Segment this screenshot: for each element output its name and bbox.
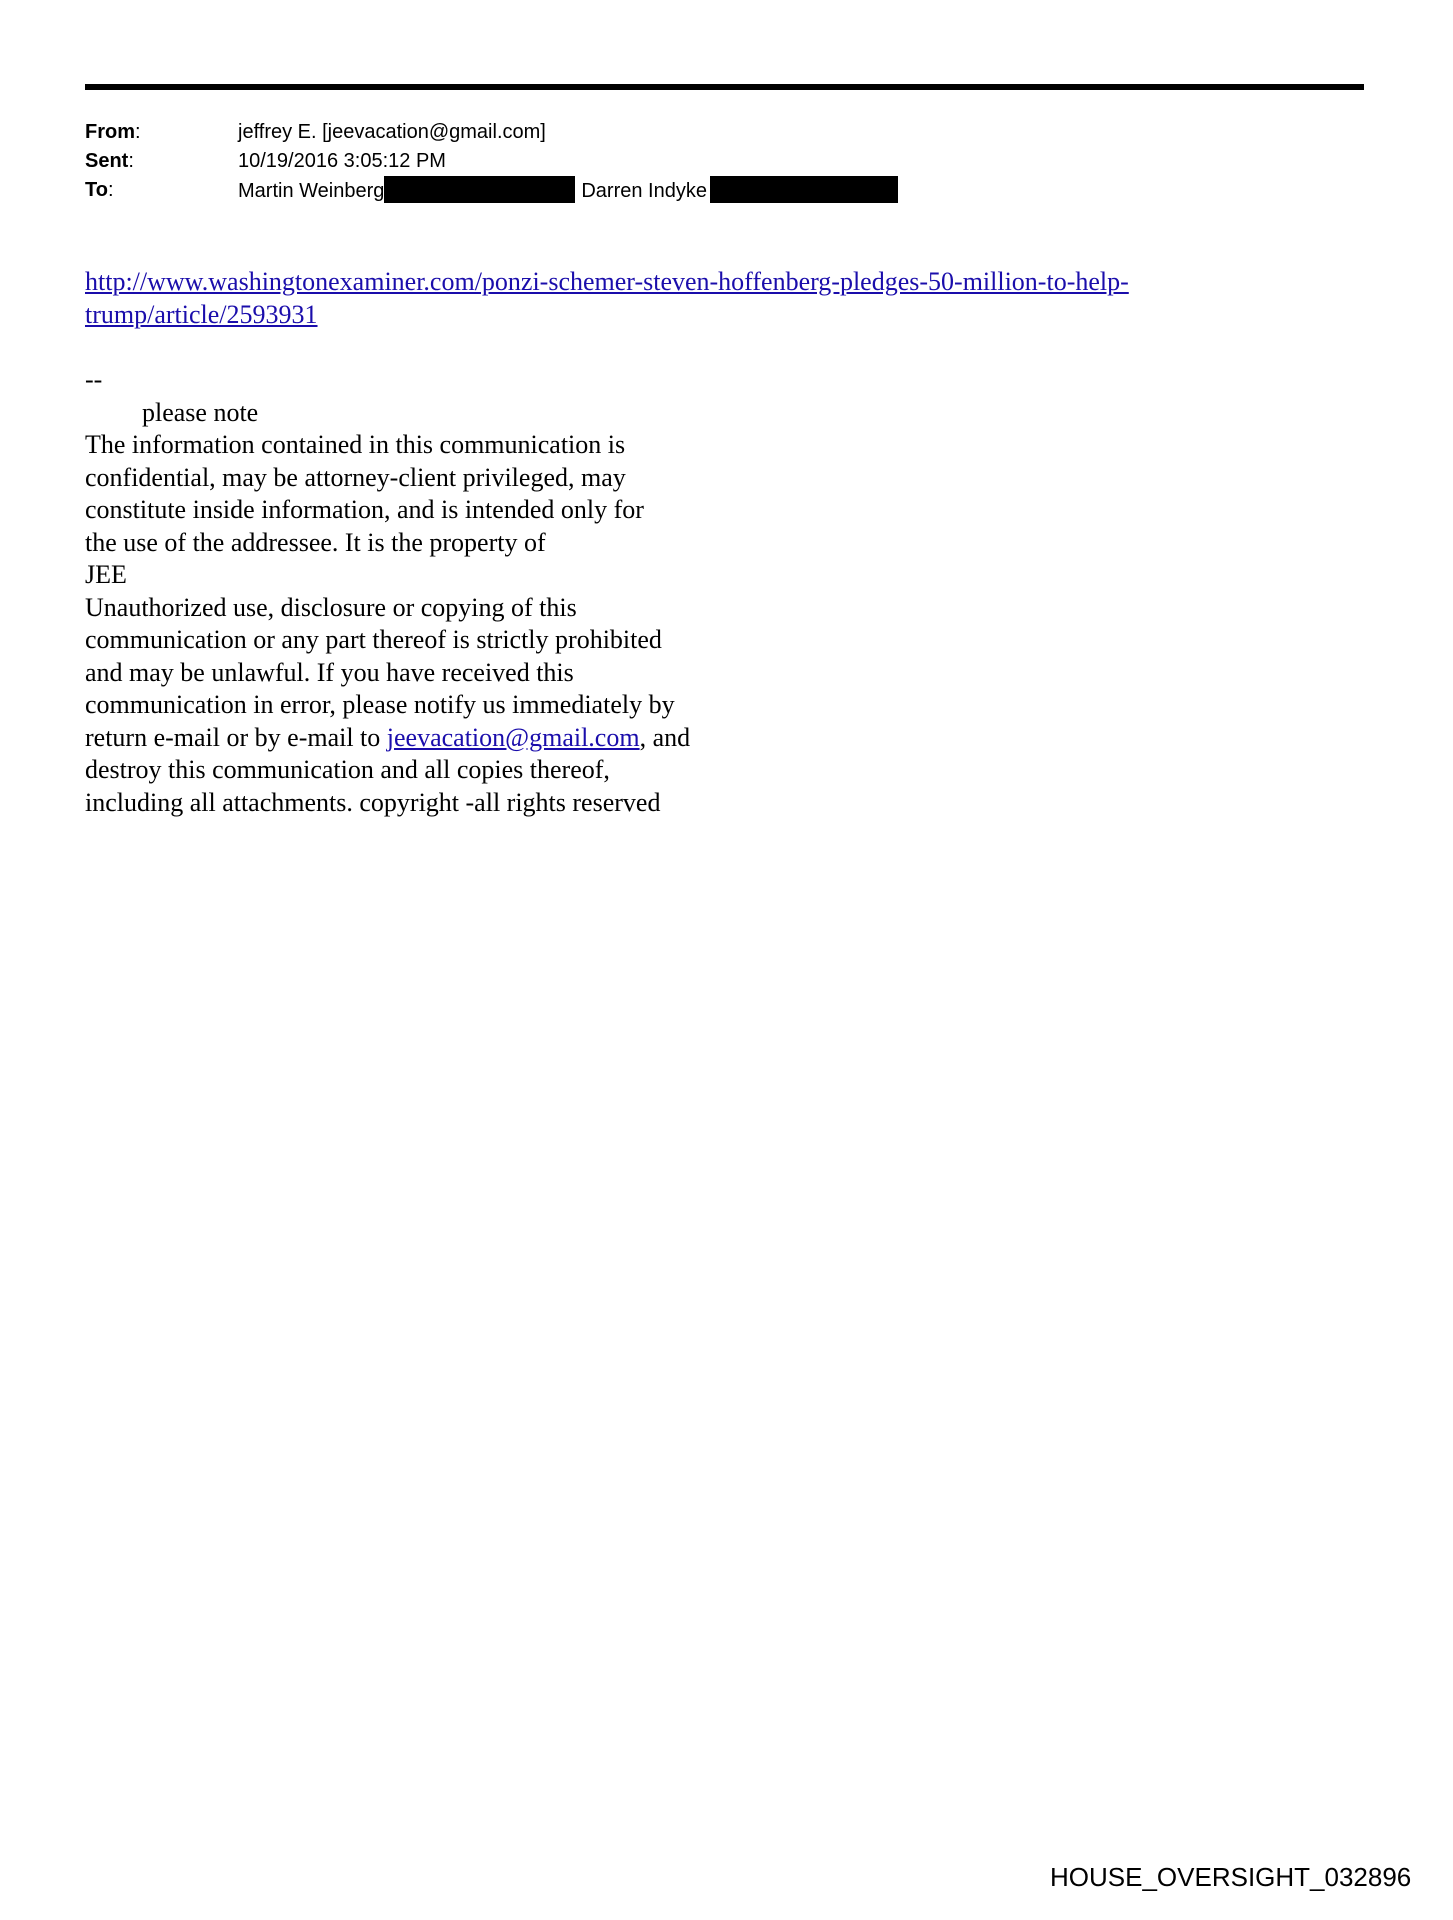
sent-value: 10/19/2016 3:05:12 PM (238, 150, 446, 172)
please-note: please note (142, 397, 259, 427)
disclaimer-line: and may be unlawful. If you have received this (85, 657, 574, 687)
redaction-box (384, 176, 575, 203)
sent-label: Sent: (85, 150, 134, 172)
disclaimer-line: Unauthorized use, disclosure or copying of this (85, 592, 577, 622)
article-link[interactable]: http://www.washingtonexaminer.com/ponzi-schemer-steven-hoffenberg-pledges-50-million-to-help- trump/article/2593931 (85, 267, 1129, 329)
from-label: From: (85, 121, 141, 143)
signature-block (85, 364, 690, 819)
disclaimer-line: destroy this communication and all copies thereof, (85, 755, 610, 784)
article-link-block (85, 266, 1129, 331)
disclaimer-line: communication in error, please notify us immediately by (85, 690, 675, 719)
disclaimer-line: the use of the addressee. It is the property of (85, 527, 546, 557)
disclaimer-line: including all attachments. copyright -all rights reserved (85, 787, 661, 817)
from-value: jeffrey E. [jeevacation@gmail.com] (238, 121, 546, 143)
disclaimer-line: confidential, may be attorney-client privileged, may (85, 462, 626, 492)
header-rule (85, 84, 1364, 90)
to-recipient-2: Darren Indyke (581, 180, 707, 202)
to-label: To: (85, 179, 114, 201)
redaction-box (710, 176, 898, 203)
disclaimer-line: The information contained in this communication is (85, 430, 626, 459)
email-link[interactable]: jeevacation@gmail.com (386, 722, 640, 752)
disclaimer-line: JEE (85, 560, 127, 589)
to-value (238, 176, 898, 206)
bates-stamp: HOUSE_OVERSIGHT_032896 (1050, 1862, 1412, 1892)
separator: -- (85, 365, 103, 394)
to-recipient-1: Martin Weinberg (238, 180, 385, 202)
disclaimer-line: return e-mail or by e-mail to jeevacation@gmail.com, and (85, 722, 691, 752)
disclaimer-line: constitute inside information, and is intended only for (85, 495, 644, 524)
disclaimer-line: communication or any part thereof is strictly prohibited (85, 625, 662, 654)
